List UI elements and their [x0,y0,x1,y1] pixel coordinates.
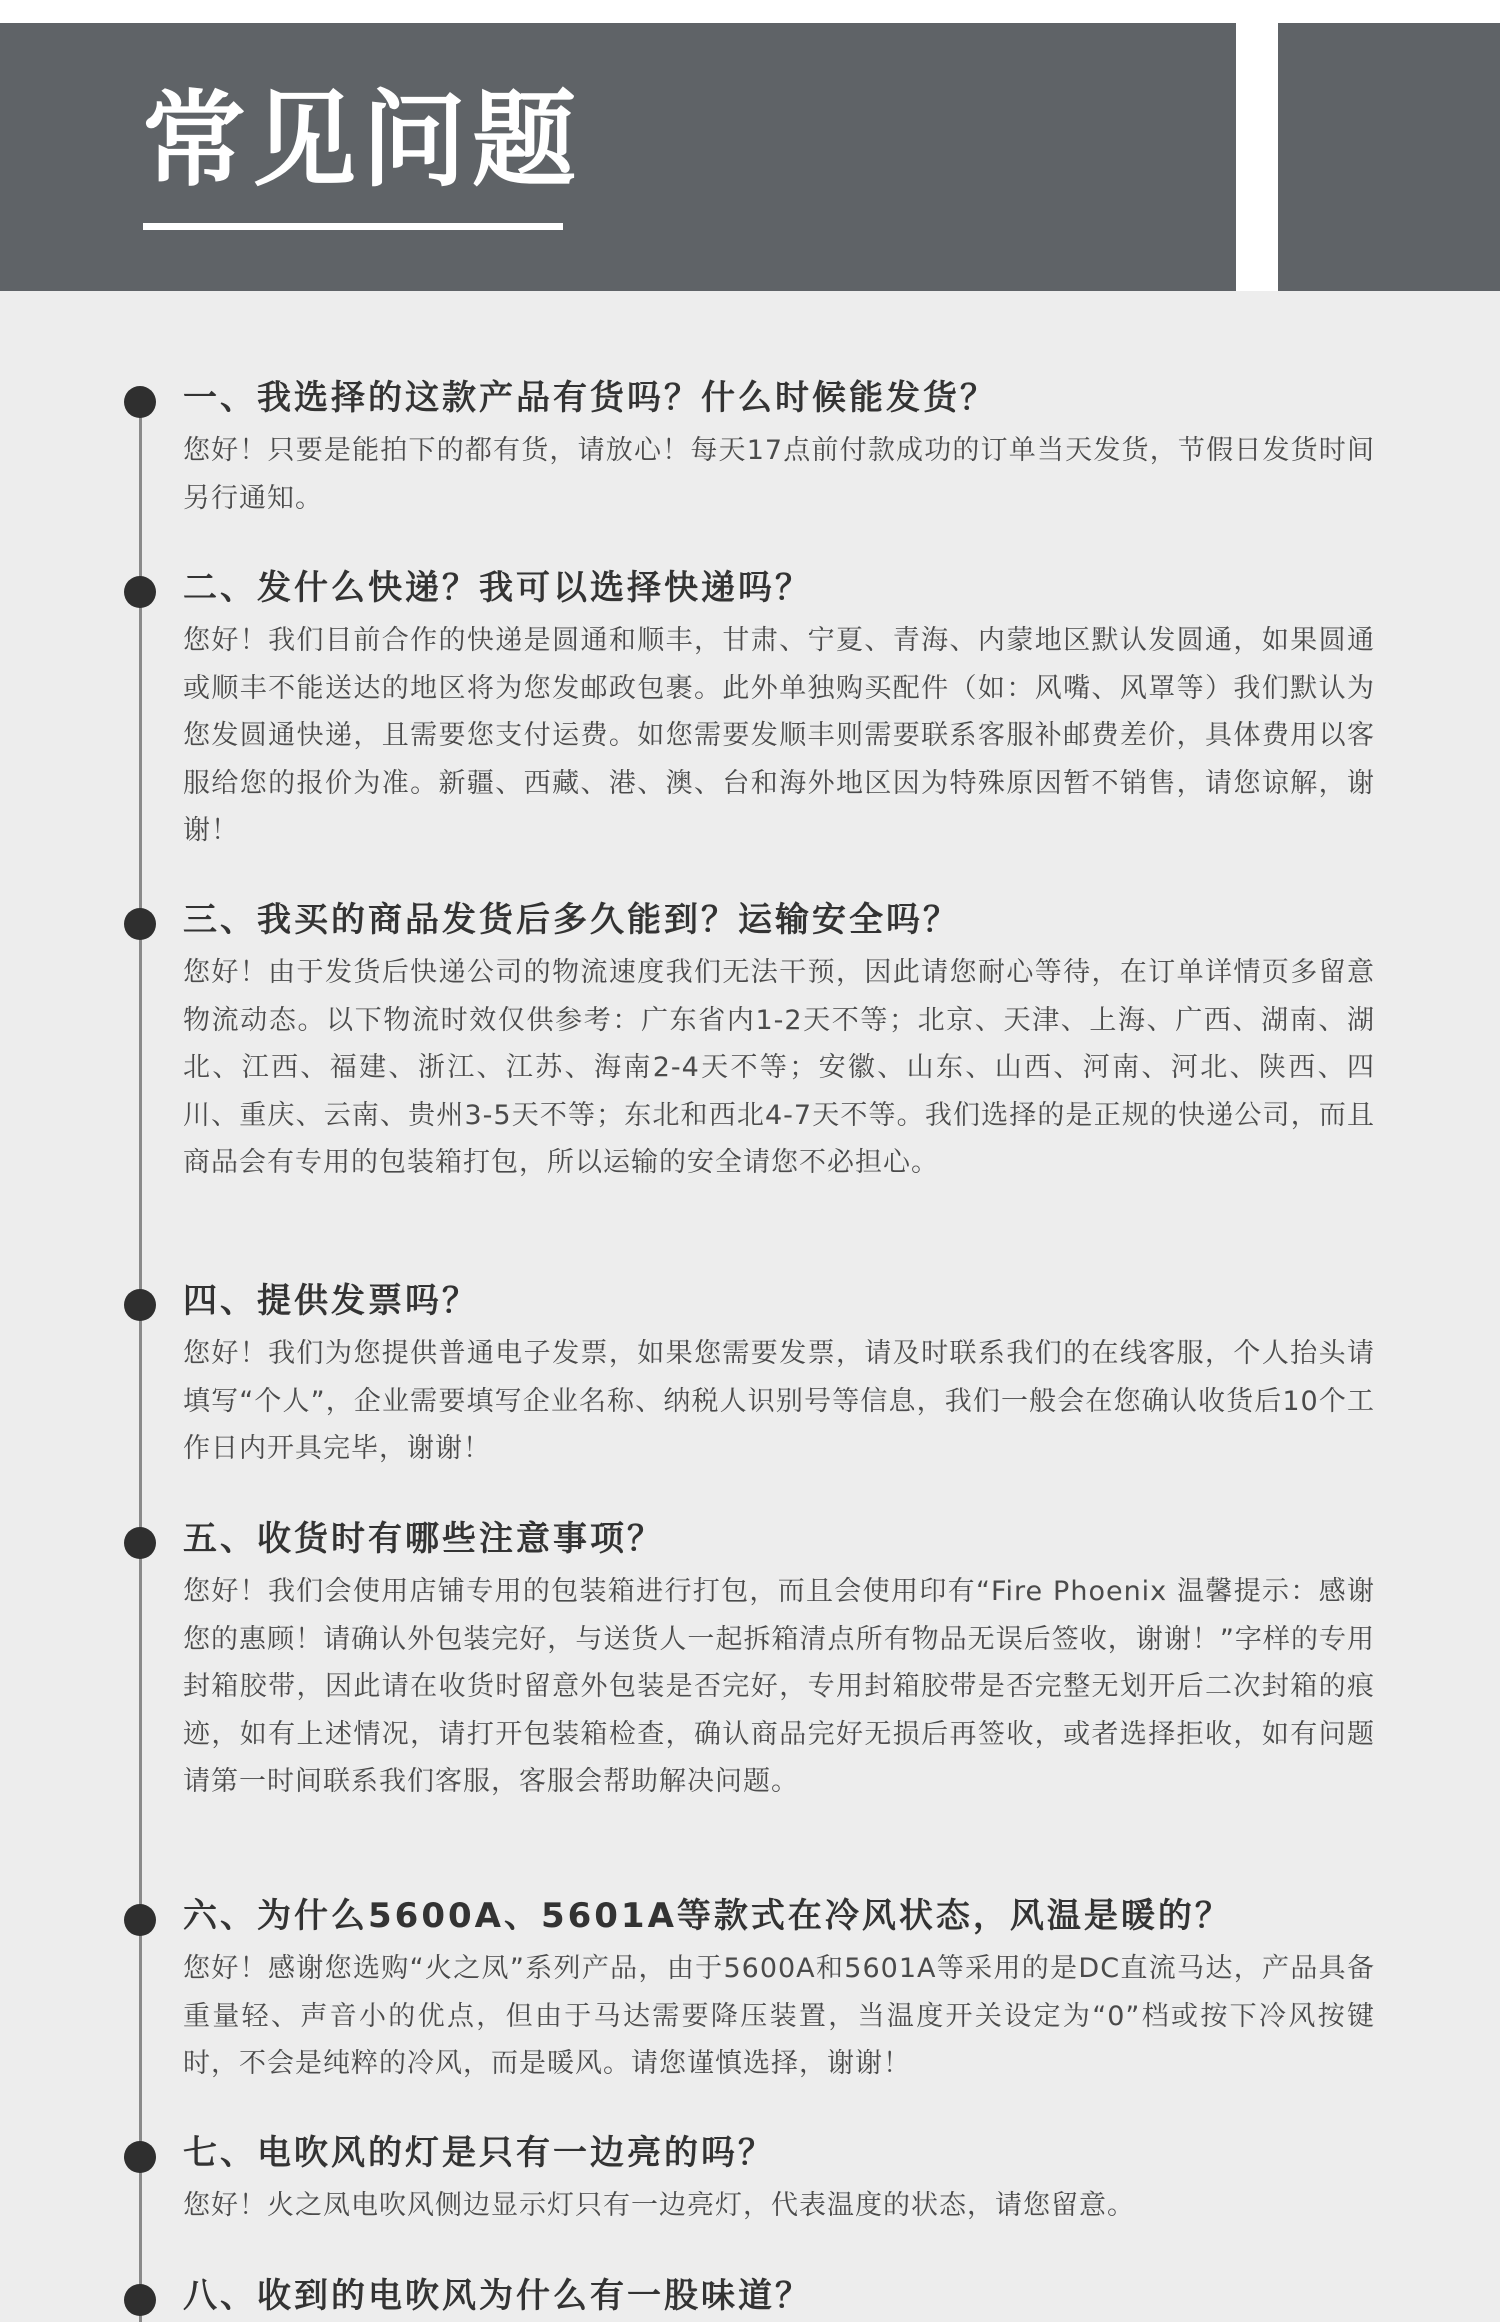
timeline-dot [124,386,156,418]
timeline-line [139,400,142,2322]
top-white-strip [0,0,1500,23]
faq-answer: 您好！感谢您选购“火之凤”系列产品，由于5600A和5601A等采用的是DC直流马达，产品具备重量轻、声音小的优点，但由于马达需要降压装置，当温度开关设定为“0”档或按下冷风按键时，不会是纯粹的冷风，而是暖风。请您谨慎选择，谢谢！ [183,1953,1375,2079]
faq-answer: 您好！我们会使用店铺专用的包装箱进行打包，而且会使用印有“Fire Phoenix 温馨提示：感谢您的惠顾！请确认外包装完好，与送货人一起拆箱清点所有物品无误后签收，谢谢！”字样的专用封箱胶带，因此请在收货时留意外包装是否完好，专用封箱胶带是否完整无划开后二次封箱的痕迹，如有上述情况，请打开包装箱检查，确认商品完好无损后再签收，或者选择拒收，如有问题请第一时间联系我们客服，客服会帮助解决问题。 [183,1576,1375,1797]
faq-question: 一、我选择的这款产品有货吗？什么时候能发货？ [183,378,997,418]
faq-question: 三、我买的商品发货后多久能到？运输安全吗？ [183,900,960,940]
header-side-block [1278,23,1500,291]
faq-answer: 您好！火之凤电吹风侧边显示灯只有一边亮灯，代表温度的状态，请您留意。 [183,2190,1135,2221]
title-underline [143,223,563,230]
faq-answer: 您好！由于发货后快递公司的物流速度我们无法干预，因此请您耐心等待，在订单详情页多留意物流动态。以下物流时效仅供参考：广东省内1-2天不等；北京、天津、上海、广西、湖南、湖北、江西、福建、浙江、江苏、海南2-4天不等；安徽、山东、山西、河南、河北、陕西、四川、重庆、云南、贵州3-5天不等；东北和西北4-7天不等。我们选择的是正规的快递公司，而且商品会有专用的包装箱打包，所以运输的安全请您不必担心。 [183,957,1375,1178]
page-title: 常见问题 [142,79,583,201]
timeline-dot [124,1527,156,1559]
faq-answer: 您好！我们为您提供普通电子发票，如果您需要发票，请及时联系我们的在线客服，个人抬头请填写“个人”，企业需要填写企业名称、纳税人识别号等信息，我们一般会在您确认收货后10个工作日内开具完毕，谢谢！ [183,1338,1375,1464]
timeline-dot [124,2284,156,2316]
faq-question: 六、为什么5600A、5601A等款式在冷风状态，风温是暖的？ [183,1896,1232,1936]
timeline-dot [124,576,156,608]
faq-question: 四、提供发票吗？ [183,1281,479,1321]
faq-answer: 您好！我们目前合作的快递是圆通和顺丰，甘肃、宁夏、青海、内蒙地区默认发圆通，如果圆通或顺丰不能送达的地区将为您发邮政包裹。此外单独购买配件（如：风嘴、风罩等）我们默认为您发圆通快递，且需要您支付运费。如您需要发顺丰则需要联系客服补邮费差价，具体费用以客服给您的报价为准。新疆、西藏、港、澳、台和海外地区因为特殊原因暂不销售，请您谅解，谢谢！ [183,625,1375,846]
timeline-dot [124,2141,156,2173]
faq-question: 七、电吹风的灯是只有一边亮的吗？ [183,2133,775,2173]
faq-question: 八、收到的电吹风为什么有一股味道？ [183,2276,812,2316]
timeline-dot [124,1904,156,1936]
timeline-dot [124,1289,156,1321]
faq-question: 五、收货时有哪些注意事项？ [183,1519,664,1559]
faq-question: 二、发什么快递？我可以选择快递吗？ [183,568,812,608]
header-divider [1236,23,1278,291]
timeline-dot [124,908,156,940]
faq-answer: 您好！只要是能拍下的都有货，请放心！每天17点前付款成功的订单当天发货，节假日发货时间另行通知。 [183,435,1375,514]
